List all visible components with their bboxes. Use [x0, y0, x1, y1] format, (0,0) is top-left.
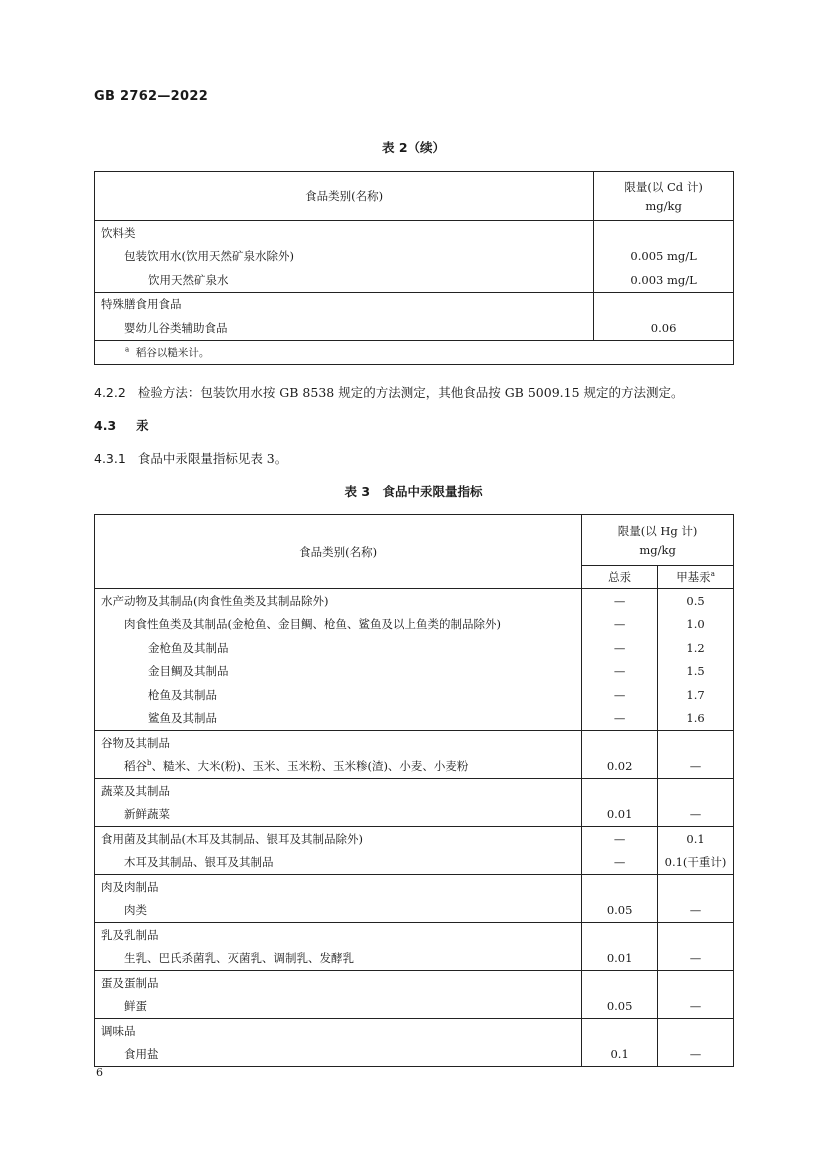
row-name: 金目鲷及其制品	[95, 660, 582, 684]
row-total: —	[582, 827, 658, 851]
table-row	[95, 683, 734, 707]
row-total: 0.01	[582, 803, 658, 827]
table-row	[95, 947, 734, 971]
row-methyl	[658, 1019, 734, 1043]
table3-header-row	[95, 515, 734, 566]
footnote-text: 稻谷以糙米计。	[135, 346, 210, 359]
row-name: 乳及乳制品	[95, 923, 582, 947]
row-name: 婴幼儿谷类辅助食品	[95, 316, 594, 340]
row-name: 谷物及其制品	[95, 731, 582, 755]
row-name: 肉食性鱼类及其制品(金枪鱼、金目鲷、枪鱼、鲨鱼及以上鱼类的制品除外)	[95, 613, 582, 637]
table-row	[95, 995, 734, 1019]
row-total: 0.05	[582, 995, 658, 1019]
row-methyl: 1.7	[686, 687, 705, 702]
row-total: 0.01	[582, 947, 658, 971]
table-row	[95, 1019, 734, 1043]
row-methyl: 1.0	[686, 617, 705, 632]
row-name: 食用盐	[95, 1043, 582, 1067]
row-total: —	[582, 636, 658, 660]
row-total: —	[582, 707, 658, 731]
standard-number-header: GB 2762—2022	[94, 89, 209, 104]
clause-number: 4.3.1	[94, 451, 126, 466]
row-name: 蔬菜及其制品	[95, 779, 582, 803]
table-row	[95, 589, 734, 613]
table-row	[95, 316, 734, 340]
heading-4-3	[94, 416, 149, 434]
table-row	[95, 755, 734, 779]
row-methyl	[658, 731, 734, 755]
row-methyl: —	[658, 899, 734, 923]
clause-number: 4.3	[94, 418, 117, 433]
row-methyl: 1.6	[658, 707, 734, 731]
row-methyl: —	[658, 803, 734, 827]
clause-title: 汞	[136, 418, 149, 433]
row-value: 0.06	[594, 316, 734, 340]
row-name-mark: b	[147, 759, 152, 768]
col-methyl-mark: a	[710, 570, 715, 579]
table-row	[95, 268, 734, 292]
table2-col-limit-line1: 限量(以 Cd 计)	[624, 180, 703, 194]
row-name: 水产动物及其制品(肉食性鱼类及其制品除外)	[95, 589, 582, 613]
row-value	[594, 221, 734, 245]
table-row	[95, 803, 734, 827]
row-total	[582, 779, 658, 803]
row-name: 调味品	[95, 1019, 582, 1043]
row-methyl: 0.5	[686, 593, 705, 608]
row-name-head: 稻谷	[124, 759, 147, 774]
footnote-mark: a	[125, 345, 130, 353]
table-row	[95, 1043, 734, 1067]
table2-col-limit	[594, 172, 734, 221]
table2-caption: 表 2（续）	[381, 140, 446, 155]
table3-col-methyl	[658, 566, 734, 589]
clause-text: 检验方法：包装饮用水按 GB 8538 规定的方法测定，其他食品按 GB 5009.15 规定的方法测定。	[137, 385, 684, 400]
table3-caption: 表 3 食品中汞限量指标	[344, 484, 483, 499]
row-total: —	[582, 613, 658, 637]
row-methyl: 1.5	[686, 664, 705, 679]
clause-text: 食品中汞限量指标见表 3。	[137, 451, 288, 466]
row-methyl	[658, 971, 734, 995]
col-methyl-label: 甲基汞	[676, 570, 711, 584]
row-name: 生乳、巴氏杀菌乳、灭菌乳、调制乳、发酵乳	[95, 947, 582, 971]
table-row	[95, 292, 734, 316]
row-name: 新鲜蔬菜	[95, 803, 582, 827]
row-methyl	[658, 923, 734, 947]
para-4-3-1	[94, 449, 287, 467]
table-row	[95, 923, 734, 947]
table2-header-row	[95, 172, 734, 221]
row-name: 金枪鱼及其制品	[95, 636, 582, 660]
table3-col-name: 食品类别(名称)	[95, 515, 582, 589]
table-row	[95, 707, 734, 731]
row-methyl: —	[689, 1047, 702, 1062]
row-methyl: 0.1(干重计)	[658, 851, 734, 875]
row-methyl: 1.2	[686, 640, 705, 655]
row-methyl: 0.1	[686, 831, 705, 846]
table3-col-limit-unit: mg/kg	[639, 543, 676, 557]
row-methyl: —	[658, 947, 734, 971]
table-row	[95, 660, 734, 684]
row-name: 枪鱼及其制品	[95, 683, 582, 707]
row-value	[594, 292, 734, 316]
table3-col-limit	[582, 515, 734, 566]
table-row	[95, 899, 734, 923]
row-name: 肉类	[95, 899, 582, 923]
table-row	[95, 613, 734, 637]
row-name: 鲜蛋	[95, 995, 582, 1019]
row-total: —	[582, 683, 658, 707]
row-total: 0.02	[582, 755, 658, 779]
row-total	[582, 923, 658, 947]
table-row	[95, 971, 734, 995]
table-row	[95, 779, 734, 803]
table2-col-name: 食品类别(名称)	[95, 172, 594, 221]
table-row	[95, 875, 734, 899]
table-row	[95, 636, 734, 660]
page-number: 6	[96, 1066, 103, 1079]
row-total: 0.05	[582, 899, 658, 923]
row-methyl	[658, 779, 734, 803]
row-methyl: —	[658, 755, 734, 779]
clause-number: 4.2.2	[94, 385, 126, 400]
table-row	[95, 245, 734, 269]
table-row	[95, 221, 734, 245]
row-name: 包装饮用水(饮用天然矿泉水除外)	[95, 245, 594, 269]
table-row	[95, 827, 734, 851]
table2	[94, 171, 734, 365]
row-name-rest: 、糙米、大米(粉)、玉米、玉米粉、玉米糁(渣)、小麦、小麦粉	[151, 759, 469, 774]
table-row	[95, 851, 734, 875]
row-name	[95, 755, 582, 779]
row-total: —	[582, 851, 658, 875]
row-name: 蛋及蛋制品	[95, 971, 582, 995]
row-total	[582, 971, 658, 995]
row-name: 肉及肉制品	[95, 875, 582, 899]
table3	[94, 514, 734, 1067]
table3-col-total: 总汞	[582, 566, 658, 589]
row-name: 饮料类	[95, 221, 594, 245]
row-name: 特殊膳食用食品	[95, 292, 594, 316]
row-total	[582, 731, 658, 755]
row-total: 0.1	[582, 1043, 658, 1067]
row-name: 木耳及其制品、银耳及其制品	[95, 851, 582, 875]
row-total	[582, 875, 658, 899]
para-4-2-2	[94, 383, 684, 401]
table2-col-limit-unit: mg/kg	[645, 199, 682, 213]
table2-footnote-row	[95, 340, 734, 364]
table3-col-limit-line1: 限量(以 Hg 计)	[617, 524, 698, 538]
row-name: 饮用天然矿泉水	[95, 268, 594, 292]
row-name: 鲨鱼及其制品	[95, 707, 582, 731]
row-value: 0.005 mg/L	[630, 249, 697, 264]
row-methyl: —	[658, 995, 734, 1019]
table-row	[95, 731, 734, 755]
row-total: —	[582, 660, 658, 684]
row-name: 食用菌及其制品(木耳及其制品、银耳及其制品除外)	[95, 827, 582, 851]
row-total: —	[582, 589, 658, 613]
table2-footnote	[95, 340, 734, 364]
row-total	[582, 1019, 658, 1043]
row-methyl	[658, 875, 734, 899]
row-value: 0.003 mg/L	[594, 268, 734, 292]
